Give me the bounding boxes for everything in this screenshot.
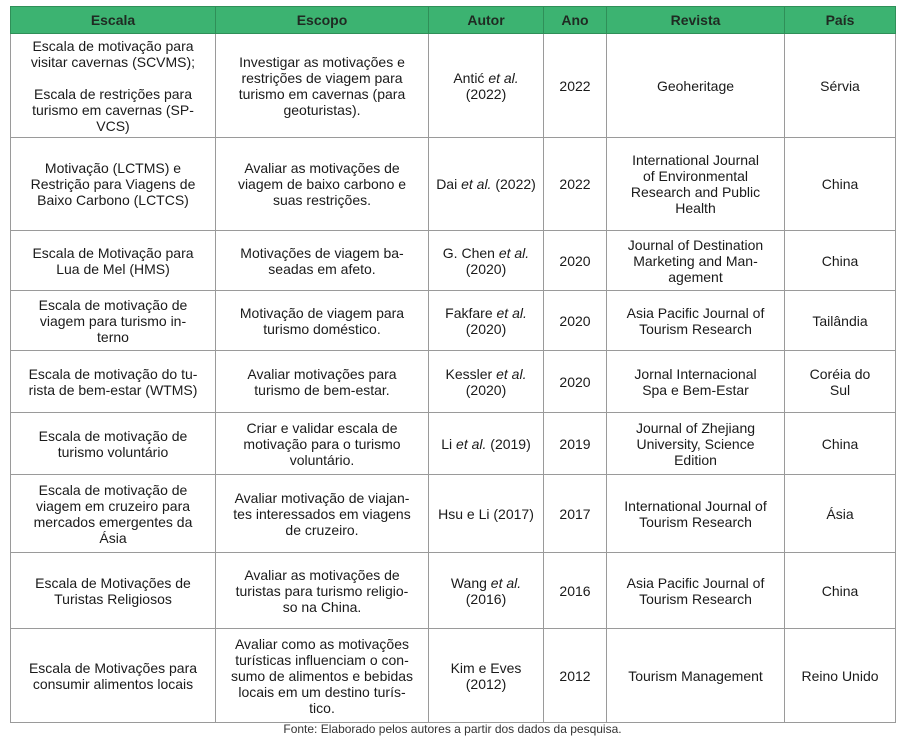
table-caption: Fonte: Elaborado pelos autores a partir dos dados da pesquisa.	[283, 722, 622, 736]
cell-line: tico.	[309, 699, 335, 716]
author-line	[435, 382, 537, 398]
author-line	[435, 86, 537, 102]
cell-line: Escala de Motivações para	[28, 659, 198, 676]
scales-table	[10, 6, 896, 723]
cell-pais	[785, 138, 896, 231]
cell-line: viagem para turismo in-	[39, 312, 187, 329]
cell-autor	[429, 34, 544, 138]
cell-revista	[607, 413, 785, 475]
author-line	[435, 176, 537, 192]
cell-revista	[607, 553, 785, 629]
cell-line: Tailândia	[812, 312, 868, 329]
cell-line: restrições de viagem para	[241, 69, 403, 86]
cell-revista	[607, 291, 785, 351]
cell-line: Research and Public	[630, 184, 761, 200]
header-escopo: Escopo	[216, 7, 429, 34]
cell-escopo	[216, 138, 429, 231]
author-ital: et al.	[490, 574, 522, 591]
author-ital: et al.	[461, 176, 492, 192]
cell-line: Avaliar motivações para	[247, 365, 397, 382]
cell-escala	[11, 475, 216, 553]
cell-line: Escala de motivação do tu-	[28, 365, 198, 382]
table-row	[11, 231, 896, 291]
author-post: (2022)	[491, 176, 536, 192]
author-line	[435, 575, 537, 591]
cell-line: Criar e validar escala de	[246, 419, 398, 436]
cell-line: Lua de Mel (HMS)	[56, 260, 170, 277]
cell-line: VCS)	[96, 117, 130, 134]
cell-line: Asia Pacific Journal of	[626, 574, 765, 591]
author-pre: (2020)	[465, 320, 507, 337]
cell-escopo	[216, 231, 429, 291]
cell-line: turísticas influenciam o con-	[235, 651, 409, 668]
cell-ano: 2020	[544, 291, 607, 351]
cell-escopo	[216, 413, 429, 475]
cell-autor	[429, 475, 544, 553]
cell-ano: 2012	[544, 629, 607, 723]
author-pre: (2020)	[465, 381, 507, 398]
cell-autor	[429, 138, 544, 231]
cell-revista	[607, 629, 785, 723]
cell-ano: 2022	[544, 138, 607, 231]
cell-line: Escala de Motivações de	[35, 574, 191, 591]
header-row	[11, 7, 896, 34]
cell-line: so na China.	[282, 598, 362, 615]
cell-line: geoturistas).	[283, 101, 361, 118]
header-autor: Autor	[429, 7, 544, 34]
cell-line: Motivação de viagem para	[239, 304, 405, 321]
table-row	[11, 413, 896, 475]
author-line	[435, 70, 537, 86]
cell-escala	[11, 413, 216, 475]
cell-ano: 2020	[544, 231, 607, 291]
cell-pais	[785, 231, 896, 291]
cell-line: Escala de motivação de	[38, 481, 188, 498]
cell-revista	[607, 351, 785, 413]
table-row	[11, 291, 896, 351]
cell-escopo	[216, 553, 429, 629]
cell-line: Tourism Research	[639, 513, 752, 530]
cell-escala	[11, 34, 216, 138]
author-pre: Kim e Eves	[450, 659, 522, 676]
cell-escala	[11, 553, 216, 629]
table-row	[11, 553, 896, 629]
cell-line: Edition	[674, 451, 717, 468]
cell-line: Avaliar as motivações de	[244, 566, 400, 583]
cell-ano: 2017	[544, 475, 607, 553]
author-line	[435, 660, 537, 676]
cell-line: Marketing and Man-	[633, 252, 758, 269]
cell-autor	[429, 231, 544, 291]
author-line	[435, 506, 537, 522]
cell-line: suas restrições.	[272, 192, 372, 208]
cell-escopo	[216, 291, 429, 351]
cell-line: Asia Pacific Journal of	[626, 304, 765, 321]
cell-line: Jornal Internacional	[634, 365, 757, 382]
cell-pais	[785, 553, 896, 629]
cell-line: Spa e Bem-Estar	[642, 381, 749, 398]
cell-line: turismo de bem-estar.	[254, 381, 390, 398]
cell-line: Avaliar como as motivações	[234, 635, 410, 652]
cell-revista	[607, 34, 785, 138]
cell-line: Reino Unido	[801, 667, 879, 684]
cell-ano: 2016	[544, 553, 607, 629]
table-row	[11, 629, 896, 723]
author-pre: Li	[441, 435, 457, 452]
cell-line: Tourism Research	[639, 590, 752, 607]
cell-line: Ásia	[826, 505, 854, 522]
table-row	[11, 351, 896, 413]
cell-line: voluntário.	[289, 451, 355, 468]
cell-escala	[11, 629, 216, 723]
cell-line: Ásia	[99, 529, 127, 546]
table-body	[11, 34, 896, 723]
cell-line: motivação para o turismo	[243, 435, 401, 452]
author-line	[435, 676, 537, 692]
cell-line: University, Science	[636, 435, 755, 452]
cell-line: Tourism Management	[628, 667, 763, 684]
author-pre: G. Chen	[442, 244, 499, 261]
cell-pais	[785, 413, 896, 475]
line-gap	[17, 70, 209, 86]
cell-escopo	[216, 629, 429, 723]
author-pre: (2016)	[465, 590, 507, 607]
cell-line: China	[821, 252, 859, 269]
cell-ano: 2022	[544, 34, 607, 138]
header-pais: País	[785, 7, 896, 34]
cell-line: Avaliar as motivações de	[244, 160, 400, 176]
header-ano: Ano	[544, 7, 607, 34]
cell-line: Journal of Destination	[627, 236, 764, 253]
author-pre: Kessler	[445, 365, 497, 382]
author-ital: et al.	[496, 365, 527, 382]
cell-line: China	[821, 582, 859, 599]
cell-line: viagem de baixo carbono e	[237, 176, 407, 192]
author-pre: (2012)	[465, 675, 507, 692]
cell-pais	[785, 629, 896, 723]
author-pre: Antić	[453, 69, 489, 86]
cell-autor	[429, 553, 544, 629]
cell-escala	[11, 231, 216, 291]
cell-line: turismo em cavernas (SP-	[32, 101, 194, 118]
cell-escopo	[216, 351, 429, 413]
cell-line: International Journal of	[624, 497, 767, 514]
cell-line: Journal of Zhejiang	[635, 419, 756, 436]
author-ital: et al.	[456, 435, 487, 452]
cell-line: Escala de restrições para	[34, 85, 192, 102]
cell-revista	[607, 475, 785, 553]
author-pre: Wang	[450, 574, 491, 591]
cell-line: seadas em afeto.	[268, 260, 376, 277]
table-row	[11, 475, 896, 553]
author-line	[435, 591, 537, 607]
cell-escopo	[216, 475, 429, 553]
table-row	[11, 34, 896, 138]
cell-line: Motivações de viagem ba-	[240, 244, 404, 261]
cell-line: de cruzeiro.	[285, 521, 359, 538]
author-pre: Dai	[436, 176, 462, 192]
cell-line: Health	[675, 200, 716, 216]
cell-line: viagem em cruzeiro para	[35, 497, 191, 514]
cell-ano: 2019	[544, 413, 607, 475]
cell-revista	[607, 138, 785, 231]
cell-line: rista de bem-estar (WTMS)	[28, 381, 198, 398]
cell-autor	[429, 291, 544, 351]
cell-line: Baixo Carbono (LCTCS)	[37, 192, 189, 208]
cell-pais	[785, 475, 896, 553]
cell-escala	[11, 351, 216, 413]
author-line	[435, 321, 537, 337]
header-escala: Escala	[11, 7, 216, 34]
cell-line: turistas para turismo religio-	[235, 582, 409, 599]
cell-line: visitar cavernas (SCVMS);	[30, 53, 196, 70]
author-line	[435, 366, 537, 382]
cell-pais	[785, 291, 896, 351]
cell-line: consumir alimentos locais	[32, 675, 194, 692]
author-ital: et al.	[498, 244, 530, 261]
author-line	[435, 261, 537, 277]
cell-autor	[429, 413, 544, 475]
cell-ano: 2020	[544, 351, 607, 413]
table-row	[11, 138, 896, 231]
cell-line: turismo doméstico.	[263, 320, 381, 337]
cell-line: locais em um destino turís-	[238, 683, 406, 700]
cell-pais	[785, 351, 896, 413]
author-pre: (2022)	[465, 85, 507, 102]
cell-line: Escala de Motivação para	[32, 244, 194, 261]
cell-line: Restrição para Viagens de	[30, 176, 196, 192]
cell-line: Sérvia	[820, 77, 860, 94]
cell-line: Coréia do	[809, 365, 871, 382]
cell-line: turismo voluntário	[57, 443, 169, 460]
cell-line: agement	[668, 268, 723, 285]
cell-line: Turistas Religiosos	[54, 590, 172, 607]
author-pre: Fakfare	[445, 304, 497, 321]
cell-line: Escala de motivação de	[38, 296, 188, 313]
cell-line: Tourism Research	[639, 320, 752, 337]
cell-line: Motivação (LCTMS) e	[44, 160, 182, 176]
cell-line: Escala de motivação para	[32, 37, 194, 54]
author-line	[435, 436, 537, 452]
cell-line: turismo em cavernas (para	[238, 85, 406, 102]
cell-line: Escala de motivação de	[38, 427, 188, 444]
cell-line: China	[821, 435, 859, 452]
author-ital: et al.	[496, 304, 527, 321]
cell-line: Avaliar motivação de viajan-	[234, 489, 410, 506]
author-line	[435, 305, 537, 321]
cell-line: of Environmental	[642, 168, 749, 184]
cell-revista	[607, 231, 785, 291]
cell-line: mercados emergentes da	[33, 513, 193, 530]
cell-line: tes interessados em viagens	[233, 505, 411, 522]
cell-pais	[785, 34, 896, 138]
cell-line: terno	[97, 328, 129, 345]
author-pre: Hsu e Li (2017)	[438, 505, 534, 522]
author-line	[435, 245, 537, 261]
author-post: (2019)	[486, 435, 531, 452]
cell-autor	[429, 351, 544, 413]
cell-line: Sul	[829, 381, 851, 398]
cell-escala	[11, 138, 216, 231]
cell-line: Geoheritage	[656, 77, 735, 94]
header-revista: Revista	[607, 7, 785, 34]
author-pre: (2020)	[465, 260, 507, 277]
cell-line: China	[821, 176, 859, 192]
cell-escopo	[216, 34, 429, 138]
cell-escala	[11, 291, 216, 351]
cell-line: sumo de alimentos e bebidas	[230, 667, 414, 684]
cell-autor	[429, 629, 544, 723]
author-ital: et al.	[488, 69, 519, 86]
cell-line: Investigar as motivações e	[239, 53, 405, 70]
cell-line: International Journal	[632, 152, 759, 168]
